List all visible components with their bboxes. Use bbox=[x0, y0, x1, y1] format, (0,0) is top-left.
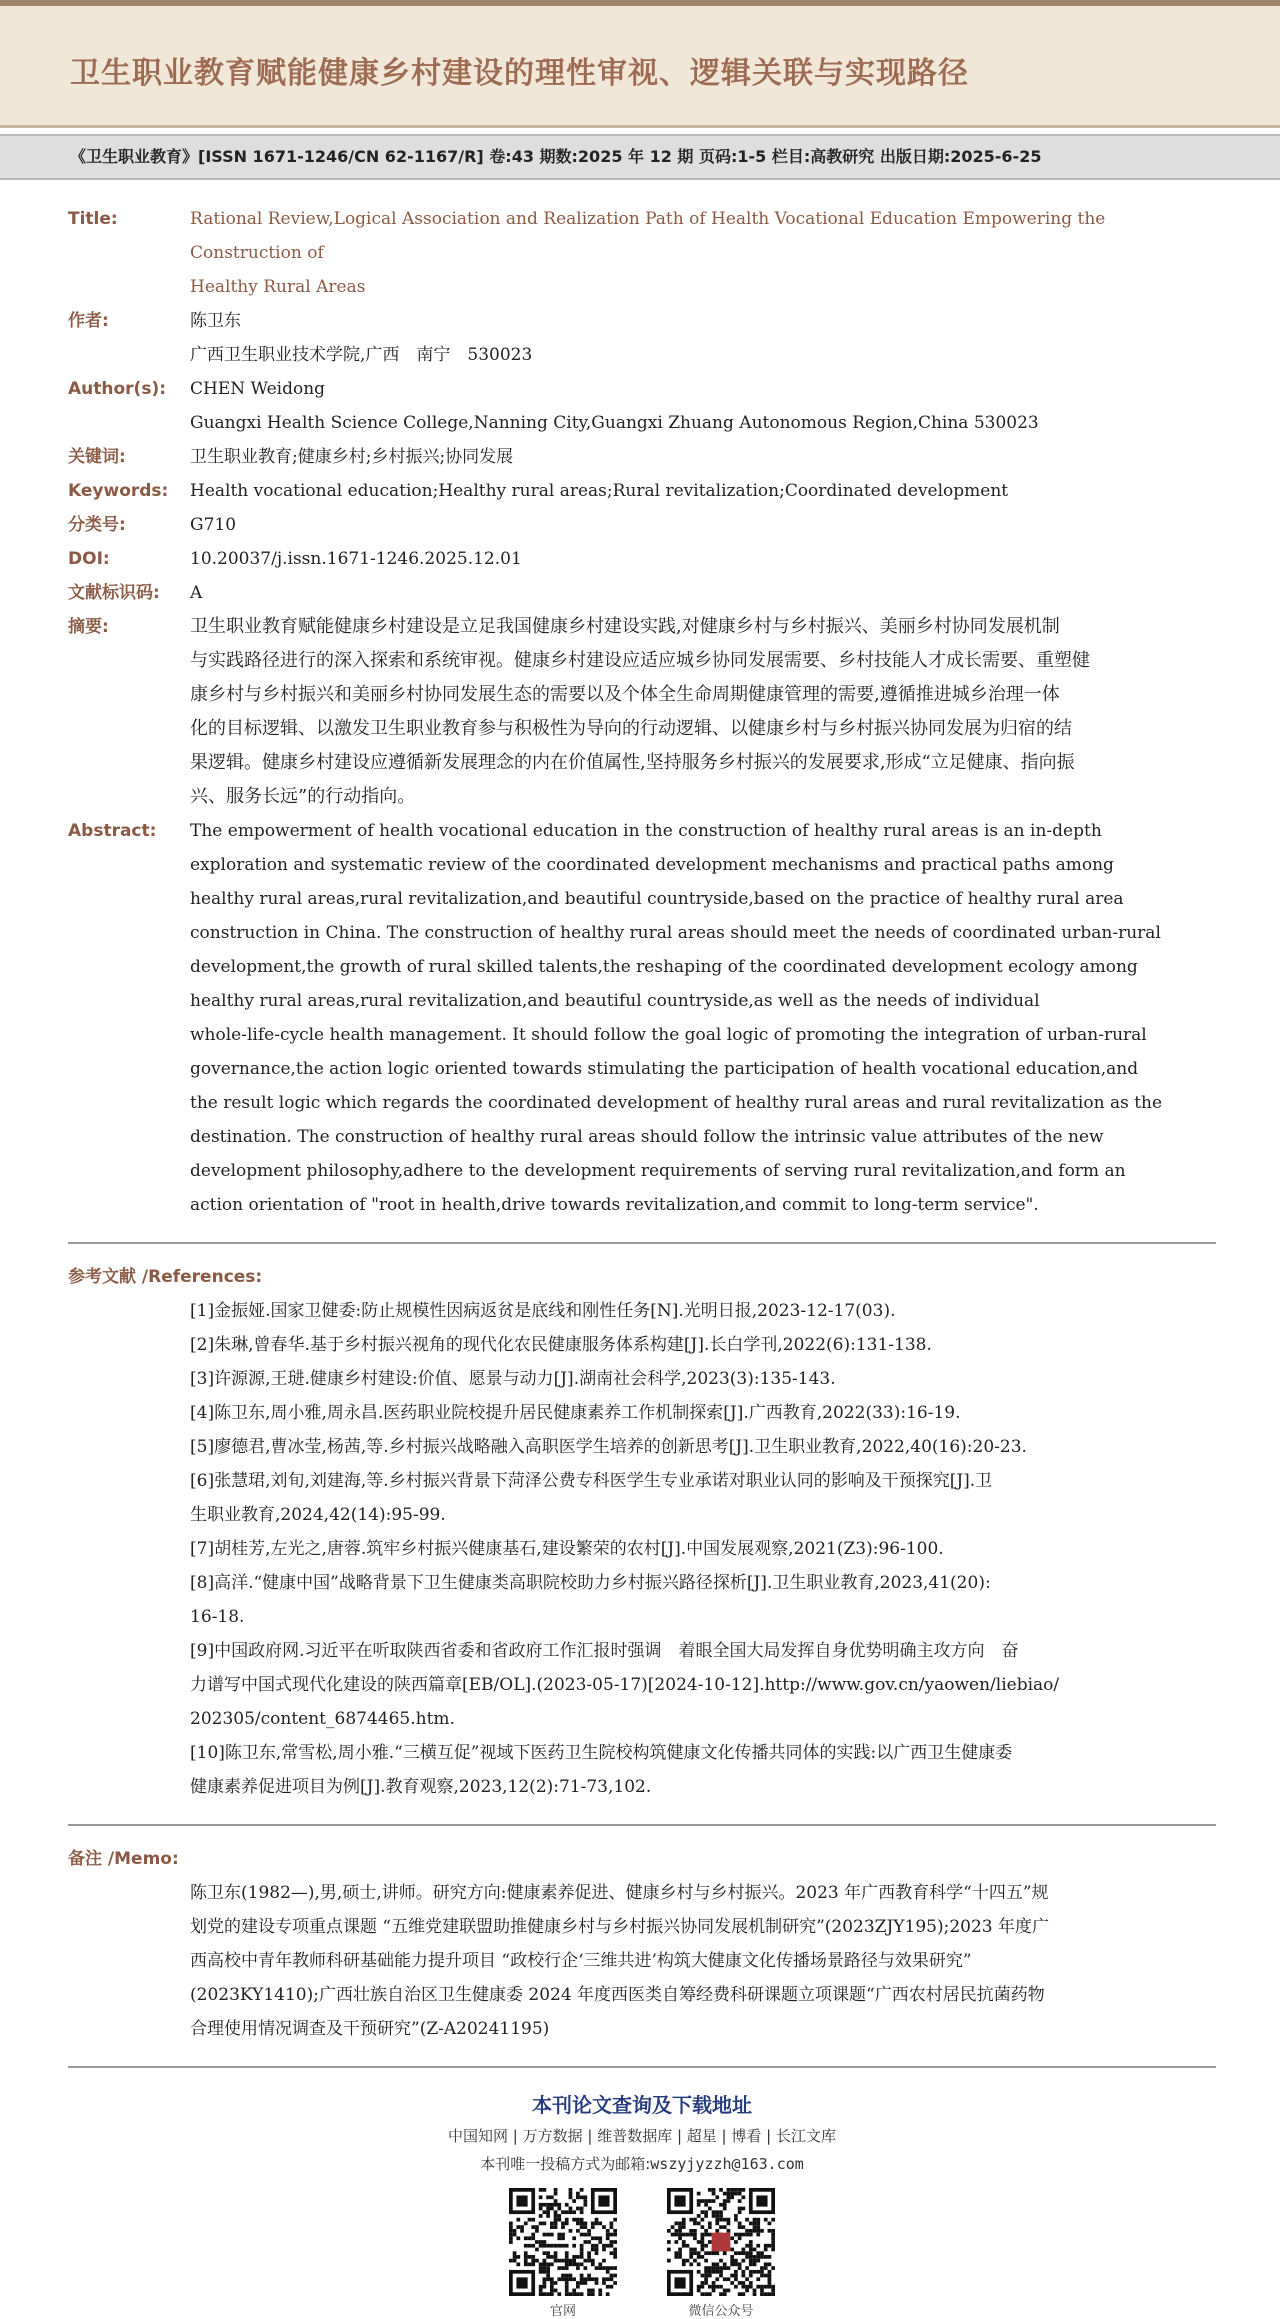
english-title: Rational Review,Logical Association and Realization Path of Health Vocational Education Empowering the Construction of Healthy Rural Areas bbox=[190, 209, 1106, 297]
abstract-en-field bbox=[68, 814, 1216, 1222]
abstract-text: 卫生职业教育赋能健康乡村建设是立足我国健康乡村建设实践,对健康乡村与乡村振兴、美丽乡村协同发展机制 与实践路径进行的深入探索和系统审视。健康乡村建设应适应城乡协同发展需要、乡村技能人才成长需要、重塑健 康乡村与乡村振兴和美丽乡村协同发展生态的需要以及个体全生命周期健康管理的需要,遵循推进城乡治理一体 化的目标逻辑、以激发卫生职业教育参与积极性为导向的行动逻辑、以健康乡村与乡村振兴协同发展为归宿的结 果逻辑。健康乡村建设应遵循新发展理念的内在价值属性,坚持服务乡村振兴的发展要求,形成“立足健康、指向振 兴、服务长远”的行动指向。 bbox=[190, 616, 1090, 807]
section-divider bbox=[68, 1824, 1216, 1826]
article-info bbox=[0, 180, 1280, 2319]
author-en-label: Author(s): bbox=[68, 379, 167, 399]
qr-code-icon[interactable] bbox=[509, 2188, 617, 2296]
author-label: 作者: bbox=[68, 311, 109, 331]
qr-wechat bbox=[667, 2188, 775, 2319]
citation-meta: 《卫生职业教育》[ISSN 1671-1246/CN 62-1167/R] 卷:43 期数:2025 年 12 期 页码:1-5 栏目:高教研究 出版日期:2025-6-25 bbox=[0, 134, 1280, 180]
author-value: 陈卫东 广西卫生职业技术学院,广西 南宁 530023 bbox=[190, 311, 533, 365]
keywords-en-label: Keywords: bbox=[68, 481, 169, 501]
email-link[interactable]: wszyjyzzh@163.com bbox=[650, 2155, 804, 2173]
doc-code-field bbox=[68, 576, 1216, 610]
author-en-value: CHEN Weidong Guangxi Health Science College,Nanning City,Guangxi Zhuang Autonomous Region,China 530023 bbox=[190, 379, 1039, 433]
class-field bbox=[68, 508, 1216, 542]
doi-label: DOI: bbox=[68, 549, 110, 569]
keywords-value: 卫生职业教育;健康乡村;乡村振兴;协同发展 bbox=[190, 447, 514, 467]
class-label: 分类号: bbox=[68, 515, 126, 535]
qr-website bbox=[509, 2188, 617, 2319]
abstract-en-text: The empowerment of health vocational education in the construction of healthy rural areas is an in-depth exploration and systematic review of the coordinated development mechanisms and practical paths among healthy rural areas,rural revitalization,and beautiful countryside,based on the practice of healthy rural area construction in China. The construction of healthy rural areas should meet the needs of coordinated urban-rural development,the growth of rural skilled talents,the reshaping of the coordinated development ecology among healthy rural areas,rural revitalization,and beautiful countryside,as well as the needs of individual whole-life-cycle health management. It should follow the goal logic of promoting the integration of urban-rural governance,the action logic oriented towards stimulating the participation of health vocational education,and the result logic which regards the coordinated development of healthy rural areas and rural revitalization as the destination. The construction of healthy rural areas should follow the intrinsic value attributes of the new development philosophy,adhere to the development requirements of serving rural revitalization,and form an action orientation of "root in health,drive towards revitalization,and commit to long-term service". bbox=[190, 821, 1163, 1215]
reference-item: [10]陈卫东,常雪松,周小雅.“三横互促”视域下医药卫生院校构筑健康文化传播共同体的实践:以广西卫生健康委 健康素养促进项目为例[J].教育观察,2023,12(2):71-73,102. bbox=[190, 1743, 1013, 1797]
reference-item: [6]张慧珺,刘旬,刘建海,等.乡村振兴背景下菏泽公费专科医学生专业承诺对职业认同的影响及干预探究[J].卫 生职业教育,2024,42(14):95-99. bbox=[190, 1471, 993, 1525]
section-divider bbox=[68, 2066, 1216, 2068]
doc-code-value: A bbox=[190, 583, 203, 603]
reference-item: [4]陈卫东,周小雅,周永昌.医药职业院校提升居民健康素养工作机制探索[J].广西教育,2022(33):16-19. bbox=[190, 1403, 961, 1423]
keywords-field bbox=[68, 440, 1216, 474]
reference-item: [3]许源源,王琎.健康乡村建设:价值、愿景与动力[J].湖南社会科学,2023(3):135-143. bbox=[190, 1369, 836, 1389]
database-links[interactable]: 中国知网 | 万方数据 | 维普数据库 | 超星 | 博看 | 长江文库 bbox=[448, 2127, 836, 2145]
abstract-en-label: Abstract: bbox=[68, 821, 157, 841]
abstract-label: 摘要: bbox=[68, 617, 109, 637]
title-band bbox=[0, 0, 1280, 128]
memo-label: 备注 /Memo: bbox=[68, 1849, 179, 1869]
keywords-label: 关键词: bbox=[68, 447, 126, 467]
qr-codes bbox=[68, 2188, 1216, 2319]
qr-code-icon[interactable] bbox=[667, 2188, 775, 2296]
download-heading: 本刊论文查询及下载地址 bbox=[532, 2093, 752, 2117]
abstract-field bbox=[68, 610, 1216, 814]
section-divider bbox=[68, 1242, 1216, 1244]
reference-item: [9]中国政府网.习近平在听取陕西省委和省政府工作汇报时强调 着眼全国大局发挥自身优势明确主攻方向 奋 力谱写中国式现代化建设的陕西篇章[EB/OL].(2023-05-17)[2024-10-12].http://www.gov.cn/yaowen/liebiao/ 202305/content_6874465.htm. bbox=[190, 1641, 1060, 1729]
memo-text: 陈卫东(1982—),男,硕士,讲师。研究方向:健康素养促进、健康乡村与乡村振兴。2023 年广西教育科学“十四五”规 划党的建设专项重点课题 “五维党建联盟助推健康乡村与乡村振兴协同发展机制研究”(2023ZJY195);2023 年度广 西高校中青年教师科研基础能力提升项目 “政校行企‘三维共进’构筑大健康文化传播场景路径与效果研究” (2023KY1410);广西壮族自治区卫生健康委 2024 年度西医类自筹经费科研课题立项课题“广西农村居民抗菌药物 合理使用情况调查及干预研究”(Z-A20241195) bbox=[190, 1883, 1050, 2039]
class-value: G710 bbox=[190, 515, 237, 535]
journal-footer bbox=[68, 2088, 1216, 2319]
title-field bbox=[68, 202, 1216, 304]
keywords-en-field bbox=[68, 474, 1216, 508]
reference-item: [1]金振娅.国家卫健委:防止规模性因病返贫是底线和刚性任务[N].光明日报,2023-12-17(03). bbox=[190, 1301, 896, 1321]
references-label: 参考文献 /References: bbox=[68, 1267, 263, 1287]
keywords-en-value: Health vocational education;Healthy rural areas;Rural revitalization;Coordinated development bbox=[190, 481, 1009, 501]
title-label: Title: bbox=[68, 209, 118, 229]
page-title: 卫生职业教育赋能健康乡村建设的理性审视、逻辑关联与实现路径 bbox=[70, 56, 969, 91]
author-field bbox=[68, 304, 1216, 372]
reference-item: [7]胡桂芳,左光之,唐蓉.筑牢乡村振兴健康基石,建设繁荣的农村[J].中国发展观察,2021(Z3):96-100. bbox=[190, 1539, 944, 1559]
author-en-field bbox=[68, 372, 1216, 440]
reference-item: [2]朱琳,曾春华.基于乡村振兴视角的现代化农民健康服务体系构建[J].长白学刊,2022(6):131-138. bbox=[190, 1335, 932, 1355]
qr-wechat-caption: 微信公众号 bbox=[688, 2304, 754, 2319]
qr-website-caption: 官网 bbox=[549, 2304, 576, 2319]
reference-list bbox=[68, 1294, 1216, 1804]
doi-value[interactable]: 10.20037/j.issn.1671-1246.2025.12.01 bbox=[190, 549, 522, 569]
reference-item: [5]廖德君,曹冰莹,杨茜,等.乡村振兴战略融入高职医学生培养的创新思考[J].卫生职业教育,2022,40(16):20-23. bbox=[190, 1437, 1027, 1457]
submission-email: 本刊唯一投稿方式为邮箱:wszyjyzzh@163.com bbox=[480, 2155, 804, 2173]
reference-item: [8]高洋.“健康中国”战略背景下卫生健康类高职院校助力乡村振兴路径探析[J].卫生职业教育,2023,41(20): 16-18. bbox=[190, 1573, 991, 1627]
doc-code-label: 文献标识码: bbox=[68, 583, 160, 603]
doi-field bbox=[68, 542, 1216, 576]
